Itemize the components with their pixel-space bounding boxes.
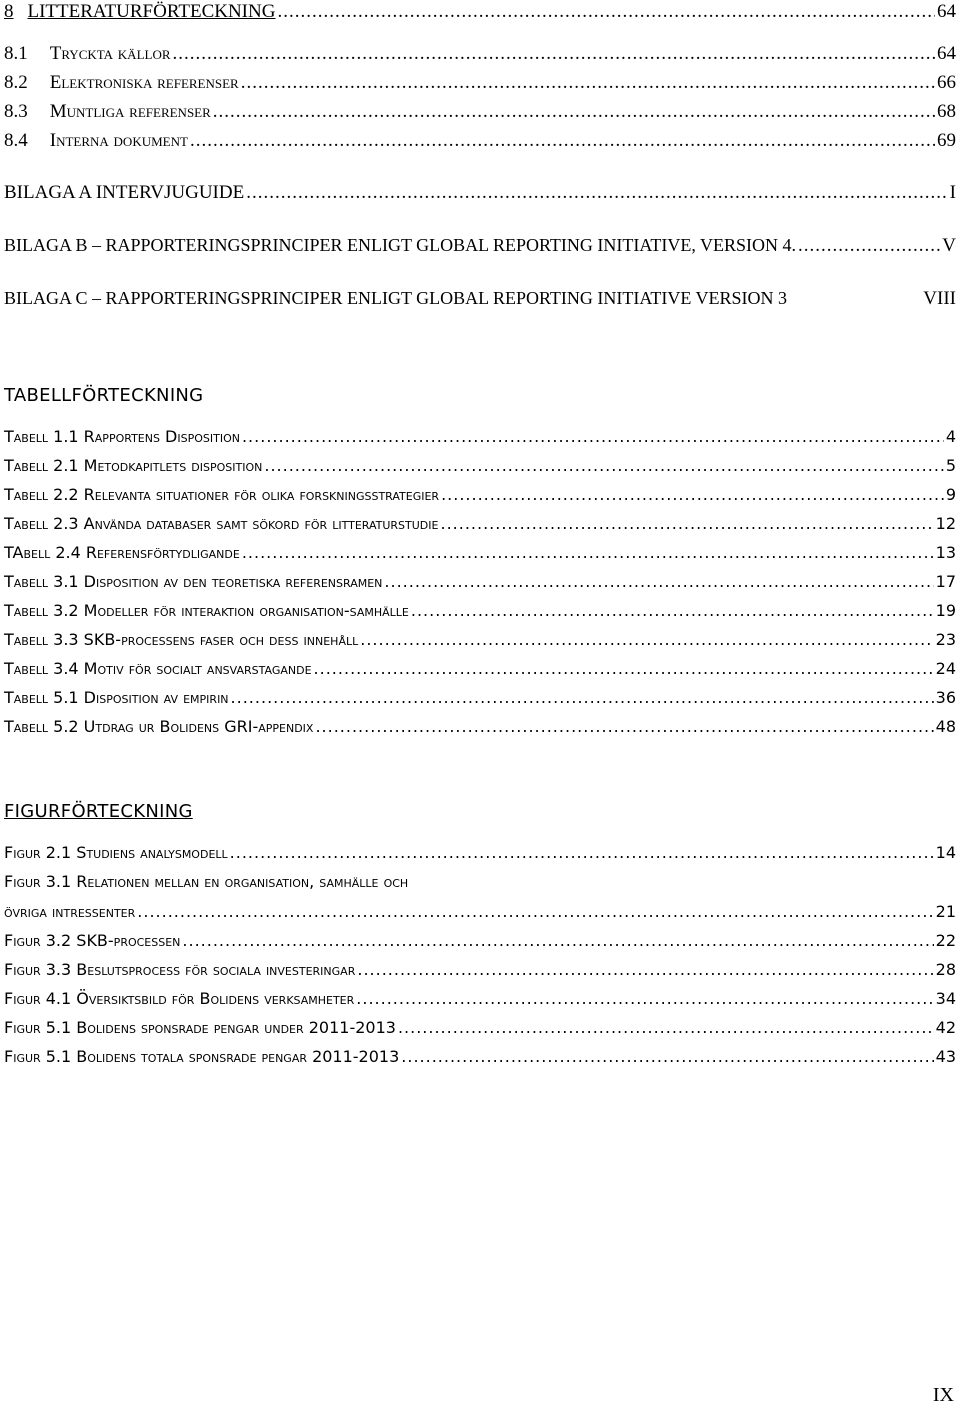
dot-leader <box>277 2 935 21</box>
dot-leader <box>315 719 933 735</box>
dot-leader <box>357 962 933 978</box>
toc-entry-table[interactable] <box>4 632 956 648</box>
toc-page: 9 <box>945 485 956 504</box>
toc-title: Tryckta källor <box>49 43 171 64</box>
toc-title: Tabell 2.3 Använda databaser samt sökord för litteraturstudie <box>4 514 439 533</box>
toc-page: 28 <box>935 960 956 979</box>
toc-title: Tabell 3.4 Motiv för socialt ansvarstagande <box>4 659 312 678</box>
toc-entry-figure[interactable] <box>4 933 956 949</box>
toc-title: Tabell 3.2 Modeller för interaktion organisation-samhälle <box>4 601 409 620</box>
dot-leader <box>230 845 934 861</box>
toc-entry-table[interactable] <box>4 487 956 503</box>
toc-entry-table[interactable] <box>4 516 956 532</box>
toc-entry-table[interactable] <box>4 458 956 474</box>
dot-leader <box>242 545 934 561</box>
dot-leader <box>213 102 935 121</box>
page-number: IX <box>932 1384 954 1406</box>
toc-number: 8.2 <box>4 72 28 93</box>
toc-entry-figure[interactable] <box>4 1020 956 1036</box>
toc-page: 19 <box>935 601 956 620</box>
dot-leader <box>798 236 940 255</box>
dot-leader <box>241 73 935 92</box>
toc-title: Elektroniska referenser <box>49 72 239 93</box>
toc-title: Tabell 5.1 Disposition av empirin <box>4 688 229 707</box>
toc-page: 69 <box>937 130 956 151</box>
toc-title: Interna dokument <box>49 130 188 151</box>
toc-title: Tabell 3.1 Disposition av den teoretiska referensramen <box>4 572 383 591</box>
toc-entry-8-2[interactable] <box>4 73 956 92</box>
dot-leader <box>360 632 933 648</box>
toc-page: 66 <box>937 72 956 93</box>
toc-entry-table[interactable] <box>4 719 956 735</box>
toc-page: V <box>942 235 956 256</box>
toc-page: 12 <box>935 514 956 533</box>
toc-title: Tabell 5.2 Utdrag ur Bolidens GRI-appendix <box>4 717 314 736</box>
dot-leader <box>173 44 935 63</box>
dot-leader <box>137 904 933 920</box>
toc-entry-figure[interactable] <box>4 845 956 861</box>
toc-page: 36 <box>935 688 956 707</box>
toc-entry-bilaga-c[interactable] <box>4 289 956 308</box>
dot-leader <box>411 603 934 619</box>
dot-leader <box>440 516 933 532</box>
toc-page: 4 <box>945 427 956 446</box>
toc-page: 13 <box>935 543 956 562</box>
toc-number: 8.4 <box>4 130 28 151</box>
dot-leader <box>190 131 935 150</box>
toc-title: Tabell 1.1 Rapportens Disposition <box>4 427 240 446</box>
dot-leader <box>441 487 944 503</box>
toc-page: 14 <box>935 843 956 862</box>
dot-leader <box>264 458 943 474</box>
toc-title: Muntliga referenser <box>49 101 211 122</box>
toc-entry-table[interactable] <box>4 545 956 561</box>
dot-leader <box>246 183 947 202</box>
toc-title: Tabell 2.2 Relevanta situationer för olika forskningsstrategier <box>4 485 440 504</box>
dot-leader <box>231 690 934 706</box>
toc-page: 43 <box>935 1047 956 1066</box>
toc-page: 17 <box>935 572 956 591</box>
dot-leader <box>401 1049 933 1065</box>
toc-entry-figure[interactable] <box>4 991 956 1007</box>
toc-title: Tabell 3.3 SKB-processens faser och dess innehåll <box>4 630 359 649</box>
toc-entry-chapter-8[interactable] <box>4 2 956 21</box>
dot-leader <box>384 574 933 590</box>
toc-title: Figur 3.3 Beslutsprocess för sociala investeringar <box>4 960 356 979</box>
toc-title: BILAGA B – RAPPORTERINGSPRINCIPER ENLIGT GLOBAL REPORTING INITIATIVE, VERSION 4. <box>4 235 797 255</box>
toc-page: VIII <box>923 288 956 309</box>
toc-entry-figure[interactable] <box>4 962 956 978</box>
dot-leader <box>398 1020 934 1036</box>
toc-title: Figur 4.1 Översiktsbild för Bolidens verksamheter <box>4 989 355 1008</box>
toc-page: 64 <box>937 43 956 64</box>
toc-page: 48 <box>935 717 956 736</box>
toc-page: 21 <box>935 902 956 921</box>
toc-entry-8-4[interactable] <box>4 131 956 150</box>
toc-number: 8.1 <box>4 43 28 64</box>
dot-leader <box>242 429 944 445</box>
toc-number: 8.3 <box>4 101 28 122</box>
toc-title: Tabell 2.1 Metodkapitlets disposition <box>4 456 263 475</box>
toc-page: 23 <box>935 630 956 649</box>
toc-title: Figur 5.1 Bolidens totala sponsrade pengar 2011-2013 <box>4 1047 400 1066</box>
toc-entry-table[interactable] <box>4 661 956 677</box>
toc-page: 22 <box>935 931 956 950</box>
toc-title: Figur 5.1 Bolidens sponsrade pengar under 2011-2013 <box>4 1018 396 1037</box>
toc-title: TAbell 2.4 Referensförtydligande <box>4 543 240 562</box>
toc-title-line2: övriga intressenter <box>4 902 136 921</box>
dot-leader <box>314 661 934 677</box>
toc-page: 5 <box>945 456 956 475</box>
toc-title: BILAGA A INTERVJUGUIDE <box>4 182 245 203</box>
toc-entry-bilaga-b[interactable] <box>4 236 956 255</box>
toc-entry-bilaga-a[interactable] <box>4 183 956 202</box>
toc-entry-8-3[interactable] <box>4 102 956 121</box>
toc-number: 8 <box>4 1 14 22</box>
toc-entry-table[interactable] <box>4 429 956 445</box>
toc-entry-table[interactable] <box>4 574 956 590</box>
toc-page: 24 <box>935 659 956 678</box>
toc-page: 68 <box>937 101 956 122</box>
figures-heading: FIGURFÖRTECKNING <box>4 801 193 822</box>
toc-page: I <box>949 182 956 203</box>
toc-title: LITTERATURFÖRTECKNING <box>27 1 276 22</box>
toc-page: 34 <box>935 989 956 1008</box>
toc-entry-figure[interactable] <box>4 1049 956 1065</box>
toc-entry-table[interactable] <box>4 603 956 619</box>
toc-page: 64 <box>937 1 956 22</box>
toc-entry-figure[interactable] <box>4 904 956 920</box>
toc-title-line1[interactable]: Figur 3.1 Relationen mellan en organisation, samhälle och <box>4 872 409 891</box>
toc-entry-table[interactable] <box>4 690 956 706</box>
toc-page: 42 <box>935 1018 956 1037</box>
toc-title: Figur 3.2 SKB-processen <box>4 931 181 950</box>
toc-title: Figur 2.1 Studiens analysmodell <box>4 843 228 862</box>
dot-leader <box>182 933 933 949</box>
toc-entry-8-1[interactable] <box>4 44 956 63</box>
dot-leader <box>356 991 933 1007</box>
tables-heading: TABELLFÖRTECKNING <box>4 385 204 406</box>
toc-title: BILAGA C – RAPPORTERINGSPRINCIPER ENLIGT GLOBAL REPORTING INITIATIVE VERSION 3 <box>4 288 788 308</box>
